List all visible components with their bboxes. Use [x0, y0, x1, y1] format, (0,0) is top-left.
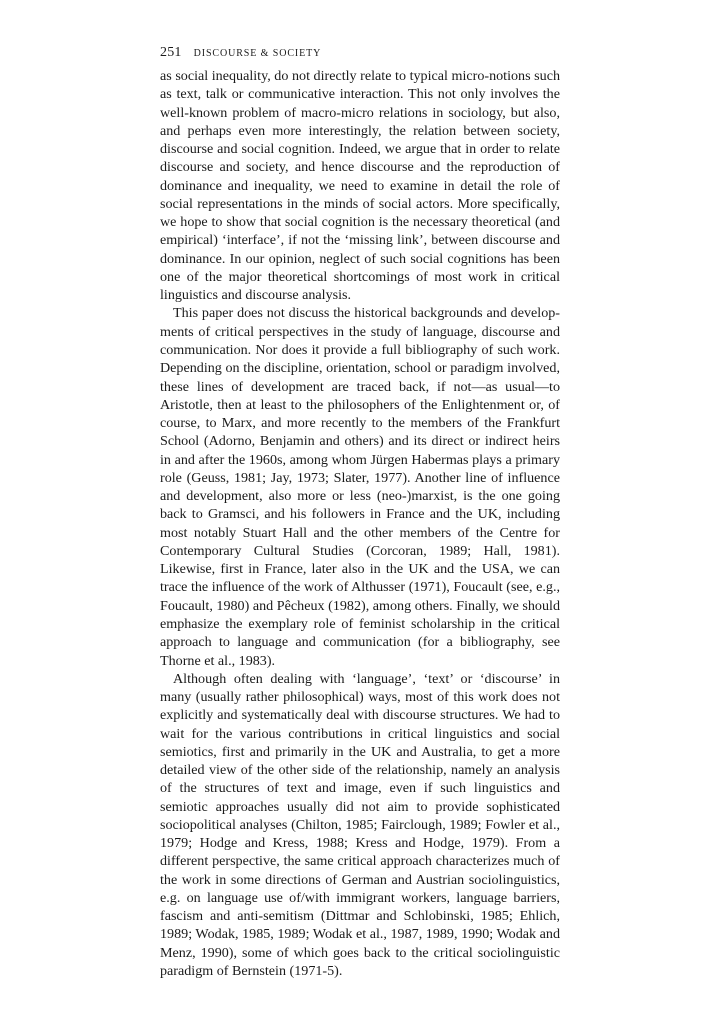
body-text	[160, 67, 560, 980]
journal-title: DISCOURSE & SOCIETY	[193, 48, 322, 59]
paragraph-historical-backgrounds: This paper does not discuss the historical backgrounds and developments of critical perspectives in the study of language, discourse and communication. Nor does it provide a full bibliography of such work. Depending on the discipline, orientation, school or paradigm involved, these lines of development are traced back, if not—as usual—to Aristotle, then at least to the philosophers of the Enlightenment or, of course, to Marx, and more recently to the members of the Frankfurt School (Adorno, Benjamin and others) and its direct or indirect heirs in and after the 1960s, among whom Jürgen Habermas plays a primary role (Geuss, 1981; Jay, 1973; Slater, 1977). Another line of influence and development, also more or less (neo-)marxist, is the one going back to Gramsci, and his followers in France and the UK, including most notably Stuart Hall and the other members of the Centre for Contemporary Cultural Studies (Corcoran, 1989; Hall, 1981). Likewise, first in France, later also in the UK and the USA, we can trace the influence of the work of Althusser (1971), Foucault (see, e.g., Foucault, 1980) and Pêcheux (1982), among others. Finally, we should emphasize the exemplary role of feminist scholarship in the critical approach to language and communication (for a bibliography, see Thorne et al., 1983).	[160, 305, 560, 669]
paragraph-continuation: as social inequality, do not directly relate to typical micro-notions such as text, talk or communicative interaction. This not only involves the well-known problem of macro-micro relations in sociology, but also, and perhaps even more interestingly, the relation between society, discourse and social cognition. Indeed, we argue that in order to relate discourse and society, and hence discourse and the reproduction of dominance and inequality, we need to examine in detail the role of social representations in the minds of social actors. More specifically, we hope to show that social cognition is the necessary theoretical (and empirical) ‘interface’, if not the ‘missing link’, between discourse and dominance. In our opinion, neglect of such social cognitions has been one of the major theoretical shortcomings of most work in critical linguistics and discourse analysis.	[160, 68, 560, 304]
paragraph-discourse-structures: Although often dealing with ‘language’, ‘text’ or ‘discourse’ in many (usually rather philosophical) ways, most of this work does not explicitly and systematically deal with discourse structures. We had to wait for the various contributions in critical linguistics and social semiotics, first and primarily in the UK and Australia, to get a more detailed view of the other side of the relationship, namely an analysis of the structures of text and image, even if such linguistics and semiotic approaches usually did not aim to provide sophisticated sociopolitical analyses (Chilton, 1985; Fairclough, 1989; Fowler et al., 1979; Hodge and Kress, 1988; Kress and Hodge, 1979). From a different perspective, the same critical approach characterizes much of the work in some directions of German and Austrian sociolinguistics, e.g. on language use of/with immigrant workers, language barriers, fascism and anti-semitism (Dittmar and Schlobinski, 1985; Ehlich, 1989; Wodak, 1985, 1989; Wodak et al., 1987, 1989, 1990; Wodak and Menz, 1990), some of which goes back to the critical sociolinguistic paradigm of Bernstein (1971-5).	[160, 670, 560, 980]
page-number: 251	[160, 45, 182, 60]
running-head	[160, 43, 560, 63]
